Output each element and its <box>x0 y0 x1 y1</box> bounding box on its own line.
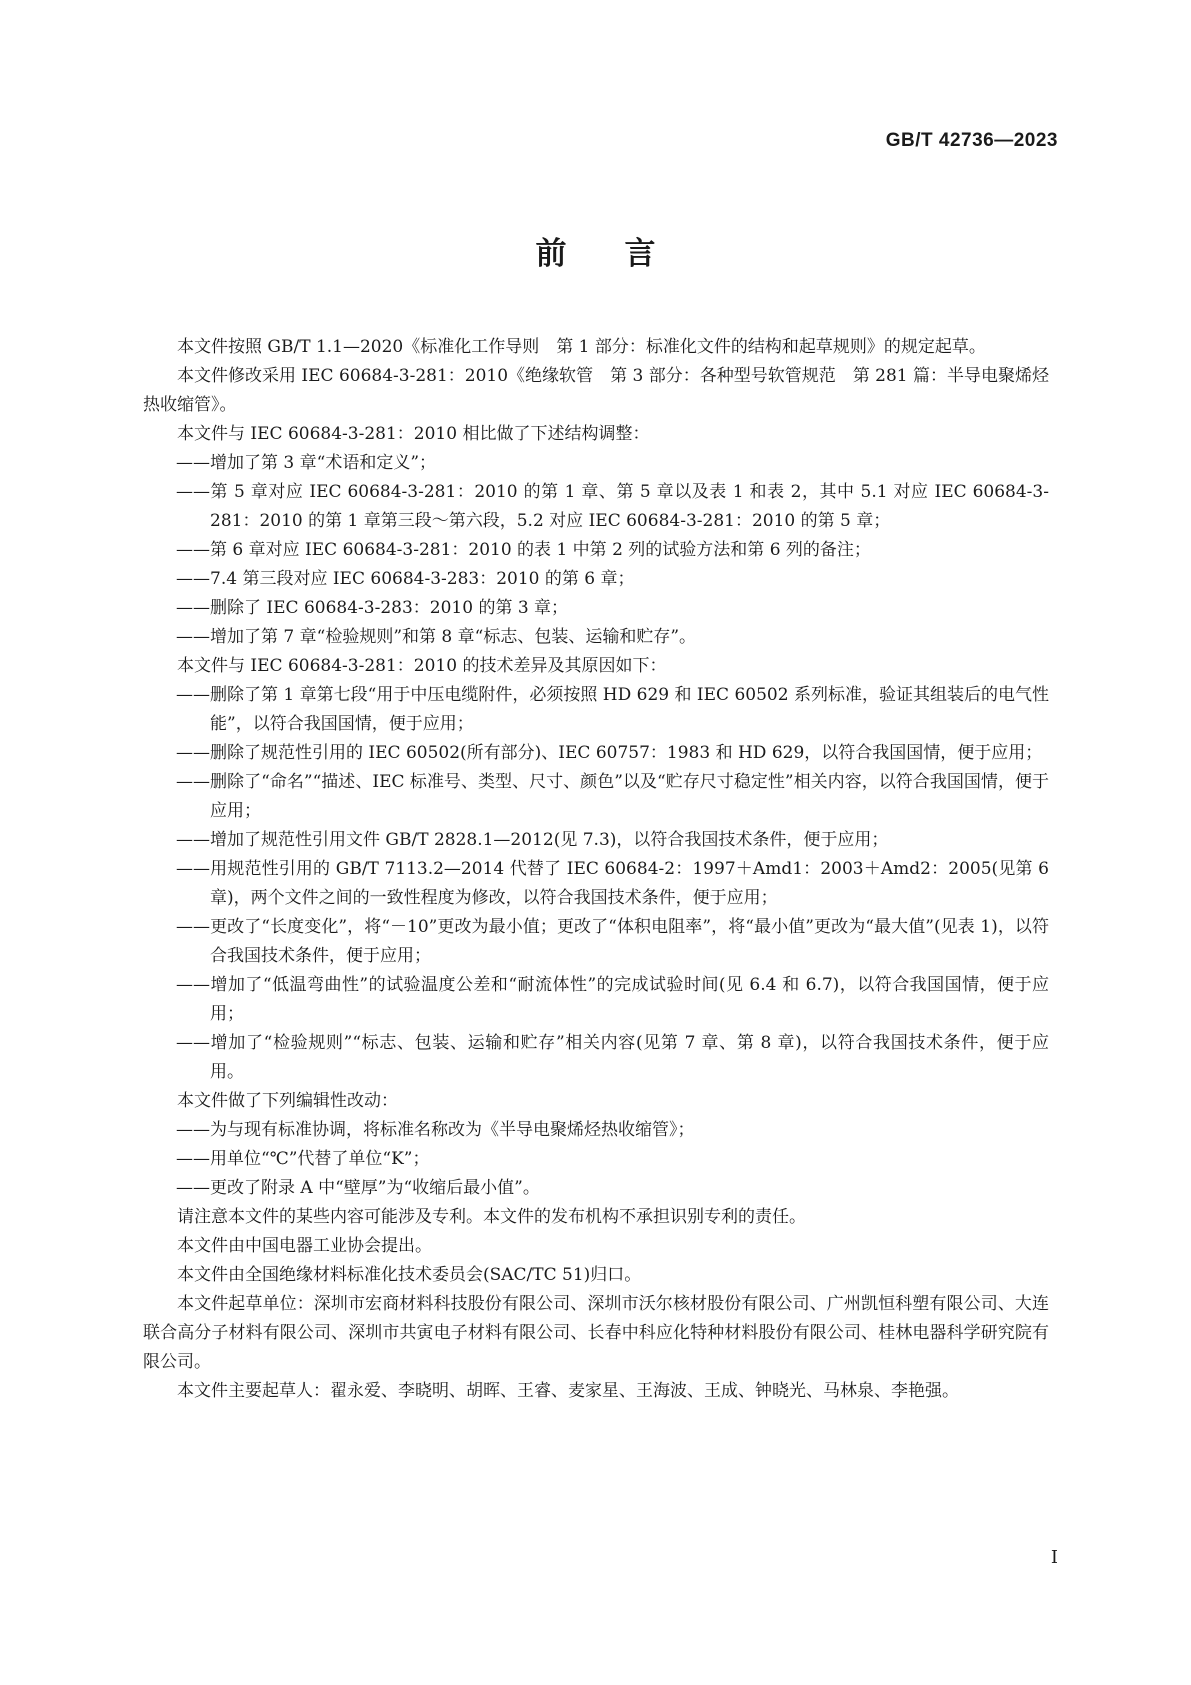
document-code: GB/T 42736—2023 <box>885 130 1058 151</box>
list-item: ——第 6 章对应 IEC 60684-3-281：2010 的表 1 中第 2 列的试验方法和第 6 列的备注； <box>176 540 871 560</box>
list-item: ——删除了“命名”“描述、IEC 标准号、类型、尺寸、颜色”以及“贮存尺寸稳定性”相关内容，以符合我国国情，便于应用； <box>176 772 1049 821</box>
list-item: ——增加了“检验规则”“标志、包装、运输和贮存”相关内容(见第 7 章、第 8 章)，以符合我国技术条件，便于应用。 <box>176 1033 1049 1082</box>
list-item: ——为与现有标准协调，将标准名称改为《半导电聚烯烃热收缩管》； <box>176 1120 695 1140</box>
list-item: ——增加了第 7 章“检验规则”和第 8 章“标志、包装、运输和贮存”。 <box>176 627 697 647</box>
list-item: ——第 5 章对应 IEC 60684-3-281：2010 的第 1 章、第 5 章以及表 1 和表 2，其中 5.1 对应 IEC 60684-3-281：2010 的第 1 章第三段～第六段，5.2 对应 IEC 60684-3-281：2010 的第 5 章； <box>176 482 1049 531</box>
list-item: ——删除了第 1 章第七段“用于中压电缆附件，必须按照 HD 629 和 IEC 60502 系列标准，验证其组装后的电气性能”，以符合我国国情，便于应用； <box>176 685 1049 734</box>
paragraph-structural-changes-intro: 本文件与 IEC 60684-3-281：2010 相比做了下述结构调整： <box>177 424 650 444</box>
list-item: ——7.4 第三段对应 IEC 60684-3-283：2010 的第 6 章； <box>176 569 635 589</box>
page-title: 前言 <box>535 236 714 272</box>
paragraph-drafting-rules: 本文件按照 GB/T 1.1—2020《标准化工作导则 第 1 部分：标准化文件的结构和起草规则》的规定起草。 <box>177 337 986 357</box>
page-number: I <box>1050 1547 1058 1568</box>
list-item: ——增加了规范性引用文件 GB/T 2828.1—2012(见 7.3)，以符合我国技术条件，便于应用； <box>176 830 889 850</box>
list-item: ——用单位“℃”代替了单位“K”； <box>176 1149 430 1169</box>
paragraph-editorial-changes-intro: 本文件做了下列编辑性改动： <box>177 1091 398 1111</box>
list-item: ——用规范性引用的 GB/T 7113.2—2014 代替了 IEC 60684-2：1997＋Amd1：2003＋Amd2：2005(见第 6 章)，两个文件之间的一致性程度为修改，以符合我国技术条件，便于应用； <box>176 859 1049 908</box>
paragraph-proposer: 本文件由中国电器工业协会提出。 <box>177 1236 432 1256</box>
paragraph-drafters: 本文件主要起草人：翟永爱、李晓明、胡晖、王睿、麦家星、王海波、王成、钟晓光、马林泉、李艳强。 <box>177 1381 959 1401</box>
list-item: ——增加了“低温弯曲性”的试验温度公差和“耐流体性”的完成试验时间(见 6.4 和 6.7)，以符合我国国情，便于应用； <box>176 975 1049 1024</box>
list-item: ——增加了第 3 章“术语和定义”； <box>176 453 437 473</box>
paragraph-technical-differences-intro: 本文件与 IEC 60684-3-281：2010 的技术差异及其原因如下： <box>177 656 667 676</box>
paragraph-patent-notice: 请注意本文件的某些内容可能涉及专利。本文件的发布机构不承担识别专利的责任。 <box>177 1207 806 1227</box>
list-item: ——更改了附录 A 中“壁厚”为“收缩后最小值”。 <box>176 1178 540 1198</box>
list-item: ——删除了 IEC 60684-3-283：2010 的第 3 章； <box>176 598 569 618</box>
paragraph-technical-committee: 本文件由全国绝缘材料标准化技术委员会(SAC/TC 51)归口。 <box>177 1265 642 1285</box>
paragraph-modified-adoption: 本文件修改采用 IEC 60684-3-281：2010《绝缘软管 第 3 部分：各种型号软管规范 第 281 篇：半导电聚烯烃热收缩管》。 <box>143 366 1049 415</box>
list-item: ——删除了规范性引用的 IEC 60502(所有部分)、IEC 60757：1983 和 HD 629，以符合我国国情，便于应用； <box>176 743 1043 763</box>
paragraph-drafting-organizations: 本文件起草单位：深圳市宏商材料科技股份有限公司、深圳市沃尔核材股份有限公司、广州凯恒科塑有限公司、大连联合高分子材料有限公司、深圳市共寅电子材料有限公司、长春中科应化特种材料股份有限公司、桂林电器科学研究院有限公司。 <box>143 1294 1049 1372</box>
foreword-body <box>143 333 1049 1406</box>
list-item: ——更改了“长度变化”，将“－10”更改为最小值；更改了“体积电阻率”，将“最小值”更改为“最大值”(见表 1)，以符合我国技术条件，便于应用； <box>176 917 1049 966</box>
